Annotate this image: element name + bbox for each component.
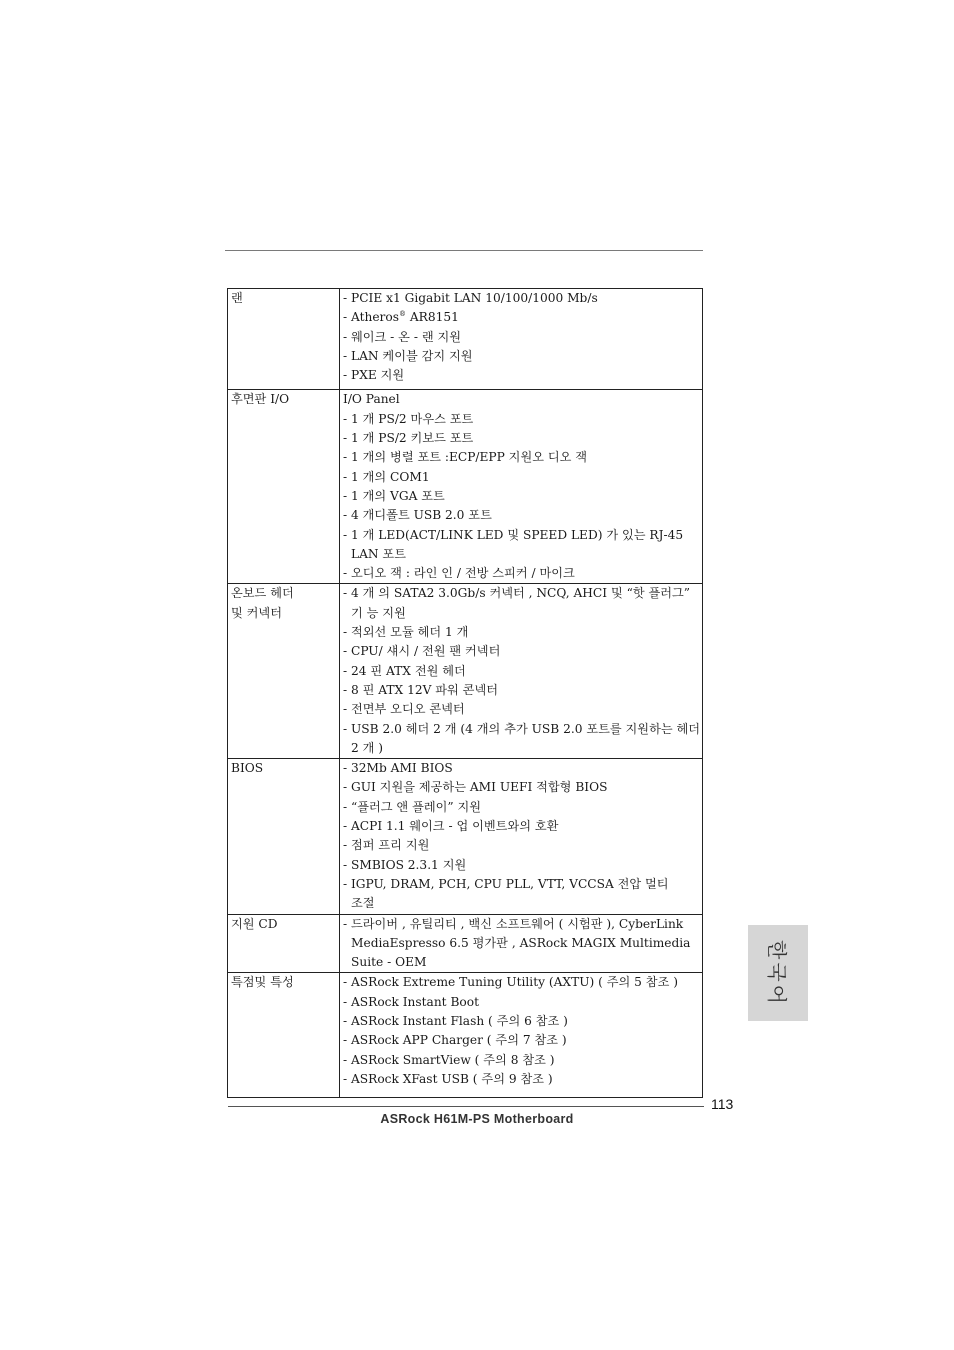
spec-line: Suite - OEM [351, 955, 427, 970]
spec-row [228, 289, 703, 390]
spec-value-cell [340, 914, 703, 973]
spec-line: - 1 개의 COM1 [343, 469, 430, 484]
page-number: 113 [711, 1096, 734, 1112]
spec-line: - IGPU, DRAM, PCH, CPU PLL, VTT, VCCSA 전압 멀티 [343, 876, 669, 891]
spec-line: - 오디오 잭 : 라인 인 / 전방 스피커 / 마이크 [343, 566, 575, 581]
spec-label: 지원 CD [231, 916, 278, 931]
spec-value-cell [340, 390, 703, 584]
spec-line: - SMBIOS 2.3.1 지원 [343, 857, 467, 872]
spec-line: - 점퍼 프리 지원 [343, 838, 430, 853]
spec-line: - 1 개 PS/2 마우스 포트 [343, 411, 474, 426]
spec-line: - ASRock Extreme Tuning Utility (AXTU) ( 주의 5 참조 ) [343, 975, 678, 990]
spec-value-cell [340, 973, 703, 1098]
top-rule [225, 250, 703, 251]
spec-label-cell [228, 289, 340, 390]
spec-line: - 8 핀 ATX 12V 파워 콘넥터 [343, 682, 499, 697]
spec-label-cell [228, 584, 340, 759]
spec-row [228, 973, 703, 1098]
spec-label: 온보드 헤더 [231, 586, 294, 601]
bottom-rule [228, 1106, 704, 1107]
spec-label: 특점및 특성 [231, 975, 294, 990]
spec-line: - 전면부 오디오 콘넥터 [343, 702, 465, 717]
spec-line: - ASRock Instant Flash ( 주의 6 참조 ) [343, 1013, 568, 1028]
spec-line-text: AR8151 [405, 310, 459, 325]
spec-label: 및 커넥터 [231, 605, 282, 620]
spec-line: - 1 개 LED(ACT/LINK LED 및 SPEED LED) 가 있는 RJ-45 [343, 527, 684, 542]
spec-label: BIOS [231, 761, 264, 776]
spec-line: - CPU/ 섀시 / 전원 팬 커넥터 [343, 644, 501, 659]
spec-line: - 4 개디폴트 USB 2.0 포트 [343, 508, 492, 523]
spec-line [343, 308, 700, 327]
spec-line: 2 개 ) [351, 740, 384, 755]
spec-line: - 1 개의 VGA 포트 [343, 488, 445, 503]
spec-row [228, 584, 703, 759]
spec-line: - ACPI 1.1 웨이크 - 업 이벤트와의 호환 [343, 819, 559, 834]
spec-label-cell [228, 390, 340, 584]
spec-line: LAN 포트 [351, 546, 406, 561]
registered-mark: ® [398, 310, 406, 319]
spec-label: 후면판 I/O [231, 392, 290, 407]
spec-line: I/O Panel [343, 392, 400, 407]
language-tab-label: 한국어 [764, 939, 789, 1007]
language-tab [748, 925, 808, 1021]
spec-line: - 드라이버 , 유틸리티 , 백신 소프트웨어 ( 시험판 ), CyberLink [343, 916, 684, 931]
spec-line: - PCIE x1 Gigabit LAN 10/100/1000 Mb/s [343, 291, 598, 305]
spec-line: - 24 핀 ATX 전원 헤더 [343, 663, 466, 678]
footer-title: ASRock H61M-PS Motherboard [380, 1112, 574, 1126]
spec-line: - 32Mb AMI BIOS [343, 761, 453, 776]
spec-line: - 1 개 PS/2 키보드 포트 [343, 431, 474, 446]
spec-line: MediaEspresso 6.5 평가판 , ASRock MAGIX Multimedia [351, 935, 691, 950]
spec-line: - USB 2.0 헤더 2 개 (4 개의 추가 USB 2.0 포트를 지원하는 헤더 [343, 721, 701, 736]
spec-line: - ASRock SmartView ( 주의 8 참조 ) [343, 1052, 555, 1067]
spec-table [227, 288, 703, 1098]
spec-line: - 1 개의 병렬 포트 :ECP/EPP 지원오 디오 잭 [343, 450, 588, 465]
spec-label-cell [228, 759, 340, 914]
spec-line: - 웨이크 - 온 - 랜 지원 [343, 329, 462, 344]
spec-line: - 적외선 모듈 헤더 1 개 [343, 625, 469, 640]
spec-line: - “플러그 앤 플레이” 지원 [343, 799, 482, 814]
spec-line: 조절 [351, 896, 375, 911]
spec-table-body [228, 289, 703, 1098]
spec-line-text: - Atheros [343, 310, 399, 325]
spec-line: - GUI 지원을 제공하는 AMI UEFI 적합형 BIOS [343, 780, 608, 795]
spec-line: - LAN 케이블 감지 지원 [343, 348, 473, 363]
spec-row [228, 914, 703, 973]
spec-row [228, 390, 703, 584]
spec-value-cell [340, 584, 703, 759]
spec-line: - 4 개 의 SATA2 3.0Gb/s 커넥터 , NCQ, AHCI 및 “핫 플러그” [343, 586, 691, 601]
spec-label: 랜 [231, 291, 243, 305]
spec-label-cell [228, 973, 340, 1098]
spec-label-cell [228, 914, 340, 973]
spec-row [228, 759, 703, 914]
spec-line: - ASRock XFast USB ( 주의 9 참조 ) [343, 1071, 553, 1086]
spec-line: 기 능 지원 [351, 605, 406, 620]
spec-value-cell [340, 289, 703, 390]
spec-line: - ASRock APP Charger ( 주의 7 참조 ) [343, 1033, 567, 1048]
spec-value-cell [340, 759, 703, 914]
spec-line: - PXE 지원 [343, 368, 405, 383]
spec-line: - ASRock Instant Boot [343, 994, 479, 1009]
